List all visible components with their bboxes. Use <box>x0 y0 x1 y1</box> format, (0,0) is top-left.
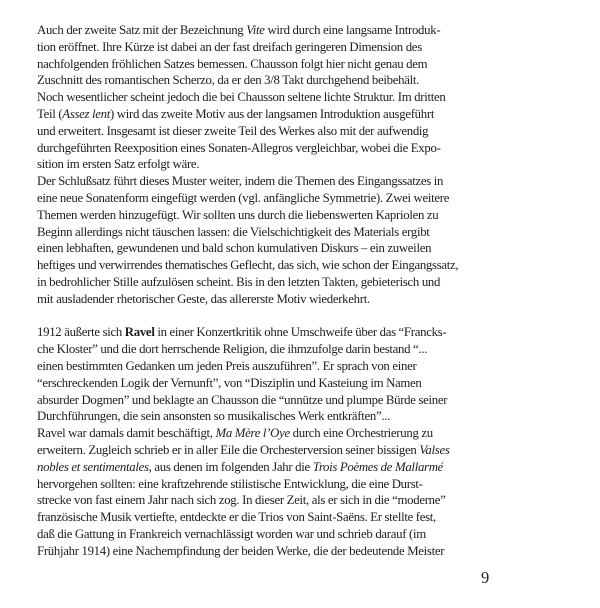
italic-text: nobles et sentimentales <box>37 459 149 474</box>
body-text: wird durch eine langsame Introduk- <box>264 23 441 37</box>
body-text: “erschreckenden Logik der Vernunft”, von “Disziplin und Kasteiung im Namen <box>37 375 422 390</box>
body-text: Frühjahr 1914) eine Nachempfindung der beiden Werke, die der bedeutende Meister <box>37 543 445 558</box>
body-text: Auch der zweite Satz mit der Bezeichnung <box>37 23 247 37</box>
body-text: Zuschnitt des romantischen Scherzo, da er den 3/8 Takt durchgehend beibehält. <box>37 73 420 88</box>
paragraph <box>37 22 479 173</box>
text-line <box>37 408 479 425</box>
text-line <box>37 291 479 308</box>
body-text: in einer Konzertkritik ohne Umschweife über das “Francks- <box>154 325 447 340</box>
body-text: strecke von fast einem Jahr nach sich zog. In dieser Zeit, als er sich in die “moderne” <box>37 493 446 508</box>
text-line <box>37 224 479 241</box>
paragraph <box>37 425 479 559</box>
text-line <box>37 492 479 509</box>
body-text: nachfolgenden fröhlichen Satzes bemessen. Chausson folgt hier nicht genau dem <box>37 56 428 71</box>
text-line <box>37 207 479 224</box>
text-line <box>37 425 479 442</box>
body-text: che Kloster” und die dort herrschende Religion, die ihmzufolge darin bestand “... <box>37 342 428 357</box>
body-text: eine neue Sonatenform eingefügt werden (vgl. anfängliche Symmetrie). Zwei weitere <box>37 190 450 205</box>
paragraph <box>37 173 479 307</box>
body-text: hervorgehen sollten: eine kraftzehrende stilistische Entwicklung, die eine Durst- <box>37 476 423 491</box>
paragraph <box>37 324 479 425</box>
body-text: durch eine Orchestrierung zu <box>289 426 433 441</box>
text-line <box>37 476 479 493</box>
body-text: sition im ersten Satz erfolgt wäre. <box>37 157 200 172</box>
body-text: Der Schlußsatz führt dieses Muster weiter, indem die Themen des Eingangssatzes in <box>37 174 444 189</box>
body-text: mit ausladender rhetorischer Geste, das allererste Motiv wiederkehrt. <box>37 291 370 306</box>
text-line <box>37 39 479 56</box>
body-text: in bedrohlicher Stille aufzulösen scheint. Bis in den letzten Takten, gebieterisch und <box>37 274 441 289</box>
body-text: erweitern. Zugleich schrieb er in aller Eile die Orchesterversion seiner bissigen <box>37 442 420 457</box>
text-line <box>37 392 479 409</box>
italic-text: Vite <box>246 23 265 37</box>
text-line <box>37 375 479 392</box>
body-text: 1912 äußerte sich <box>37 325 125 340</box>
body-text: Noch wesentlicher scheint jedoch die bei Chausson seltene lichte Struktur. Im dritten <box>37 90 446 105</box>
body-text: Durchführungen, die sein ansonsten so musikalisches Werk entkräften”... <box>37 409 391 424</box>
body-text: Teil ( <box>37 106 63 121</box>
body-text: französische Musik vertiefte, entdeckte er die Trios von Saint-Saëns. Er stellte fest, <box>37 510 436 525</box>
text-line <box>37 257 479 274</box>
text-line <box>37 106 479 123</box>
text-line <box>37 324 479 341</box>
text-line <box>37 22 479 39</box>
italic-text: Valses <box>419 442 450 457</box>
body-text: einen lebhaften, gewundenen und bald schon kumulativen Diskurs – ein zuweilen <box>37 241 432 256</box>
body-text: und erweitert. Insgesamt ist dieser zweite Teil des Werkes also mit der aufwendig <box>37 123 429 138</box>
text-line <box>37 526 479 543</box>
body-text: daß die Gattung in Frankreich vernachlässigt worden war und schrieb darauf (im <box>37 526 426 541</box>
text-line <box>37 274 479 291</box>
text-line <box>37 56 479 73</box>
page-number: 9 <box>481 568 490 587</box>
text-line <box>37 543 479 560</box>
text-line <box>37 156 479 173</box>
text-line <box>37 190 479 207</box>
text-line <box>37 123 479 140</box>
body-text: heftiges und verwirrendes thematisches Geflecht, das sich, wie schon der Eingangssatz, <box>37 258 459 273</box>
body-text: durchgeführten Reexposition eines Sonaten-Allegros vergleichbar, wobei die Expo- <box>37 140 441 155</box>
text-line <box>37 442 479 459</box>
text-line <box>37 341 479 358</box>
body-text: Themen werden hinzugefügt. Wir sollten uns durch die liebenswerten Kapriolen zu <box>37 207 439 222</box>
text-line <box>37 89 479 106</box>
body-text: tion eröffnet. Ihre Kürze ist dabei an der fast dreifach geringeren Dimension des <box>37 39 422 54</box>
body-text: absurder Dogmen” und beklagte an Chausson die “unnütze und plumpe Bürde seiner <box>37 392 448 407</box>
text-line <box>37 140 479 157</box>
body-text: Ravel war damals damit beschäftigt, <box>37 426 216 441</box>
bold-text: Ravel <box>124 325 155 340</box>
text-line <box>37 459 479 476</box>
text-line <box>37 72 479 89</box>
text-line <box>37 173 479 190</box>
italic-text: Ma Mère l’Oye <box>215 426 290 441</box>
body-text: Beginn allerdings nicht täuschen lassen: die Vielschichtigkeit des Materials ergibt <box>37 224 430 239</box>
text-line <box>37 509 479 526</box>
text-block <box>37 22 479 560</box>
body-text: ) wird das zweite Motiv aus der langsamen Introduktion ausgeführt <box>110 106 435 121</box>
body-text: einen bestimmten Gedanken um jeden Preis auszuführen”. Er sprach von einer <box>37 358 417 373</box>
text-line <box>37 358 479 375</box>
italic-text: Assez lent <box>62 106 111 121</box>
body-text: , aus denen im folgenden Jahr die <box>148 459 313 474</box>
italic-text: Trois Poèmes de Mallarmé <box>312 459 444 474</box>
text-line <box>37 240 479 257</box>
